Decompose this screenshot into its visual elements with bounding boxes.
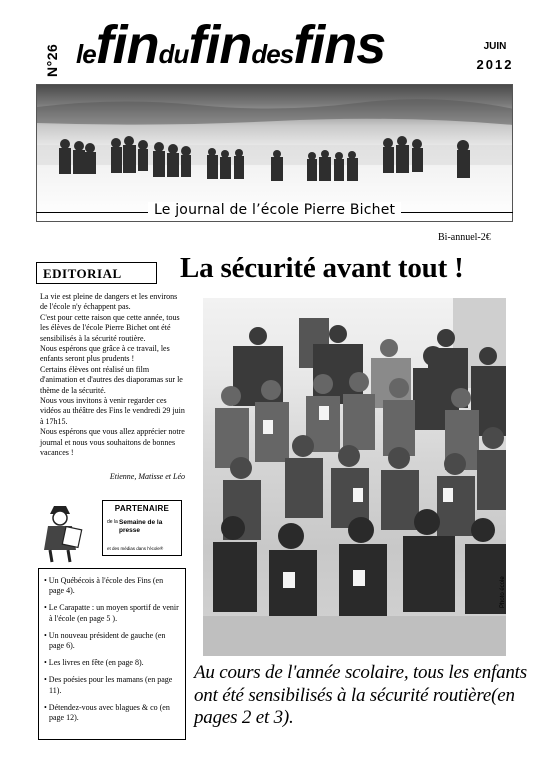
editorial-signature: Etienne, Matisse et Léo <box>109 472 185 481</box>
editorial-paragraph: Nous espérons que vous allez apprécier notre journal et nous vous souhaitons de bonnes vacances ! <box>40 427 185 458</box>
editorial-paragraph: Certains élèves ont réalisé un film d'animation et d'autres des diaporamas sur le thème de la sécurité. <box>40 364 183 395</box>
photo-credit: Photo école <box>500 576 506 608</box>
newspaper-title <box>76 14 448 86</box>
photo-caption: Au cours de l'année scolaire, tous les enfants ont été sensibilisés à la sécurité routière(en pages 2 et 3). <box>194 662 527 728</box>
issue-date <box>465 38 525 74</box>
title-word-des: des <box>251 39 294 69</box>
contents-item: • Détendez-vous avec blagues & co (en page 12). <box>44 702 170 723</box>
editorial-paragraph: Nous espérons que grâce à ce travail, les enfants seront plus prudents ! <box>40 344 170 364</box>
mascot-illustration <box>40 502 84 564</box>
tagline: Le journal de l’école Pierre Bichet <box>148 202 401 218</box>
partner-title: PARTENAIRE <box>114 504 170 513</box>
contents-list <box>44 576 180 723</box>
editorial-paragraph: C'est pour cette raison que cette année, tous les élèves de l'école Pierre Bichet ont été sensibilisés à la sécurité routière. <box>40 312 180 343</box>
class-photo <box>203 298 506 656</box>
main-headline: La sécurité avant tout ! <box>180 252 464 284</box>
title-word-fins: fins <box>293 15 386 75</box>
partner-small-text: de la <box>107 519 118 525</box>
issue-year: 2012 <box>476 57 514 72</box>
contents-item: • Le Carapatte : un moyen sportif de venir à l'école (en page 5 ). <box>44 603 179 623</box>
editorial-body <box>40 292 185 459</box>
title-word-le: le <box>76 39 96 69</box>
partner-event-name: Semaine de la presse <box>119 519 163 534</box>
partner-footer-text: et des médias dans l'école® <box>107 546 164 551</box>
editorial-section <box>36 262 187 490</box>
price-label: Bi-annuel-2€ <box>438 232 491 243</box>
partner-badge <box>102 500 182 556</box>
child-reading-icon <box>40 502 84 564</box>
contents-item: • Un Québécois à l'école des Fins (en page 4). <box>44 576 164 596</box>
issue-number: N°26 <box>44 43 60 77</box>
contents-item: • Des poésies pour les mamans (en page 11). <box>44 675 173 695</box>
title-word-fin-2: fin <box>188 15 252 75</box>
issue-month: JUIN <box>483 41 507 52</box>
contents-item: • Un nouveau président de gauche (en page 6). <box>44 630 166 651</box>
editorial-paragraph: La vie est pleine de dangers et les environs de l'école n'y échappent pas. <box>40 292 178 312</box>
group-photo-drawing <box>203 298 506 656</box>
contents-item: • Les livres en fête (en page 8). <box>44 658 144 668</box>
contents-box <box>38 568 186 740</box>
editorial-paragraph: Nous vous invitons à venir regarder ces vidéos au théâtre des Fins le vendredi 29 juin à 17h15. <box>40 396 185 426</box>
editorial-heading: EDITORIAL <box>36 262 157 284</box>
title-word-du: du <box>158 39 189 69</box>
title-word-fin-1: fin <box>95 15 159 75</box>
